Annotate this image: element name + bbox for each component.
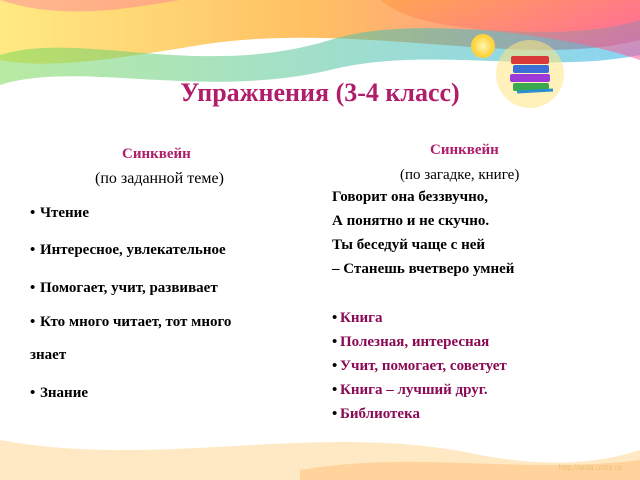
list-item-continuation: знает — [30, 347, 67, 363]
list-item: • Знание — [30, 385, 88, 402]
right-subtitle: Синквейн — [430, 142, 499, 158]
riddle-line: Говорит она беззвучно, — [332, 189, 488, 205]
list-item: • Учит, помогает, советует — [332, 358, 507, 382]
right-list — [332, 310, 507, 430]
watermark: http://aida.ucoz.ru — [558, 463, 622, 472]
left-description: (по заданной теме) — [95, 170, 224, 187]
list-item: • Чтение — [30, 205, 89, 222]
riddle-text — [332, 189, 514, 285]
list-item: • Интересное, увлекательное — [30, 242, 226, 259]
list-item: • Книга — [332, 310, 507, 334]
page-title: Упражнения (3-4 класс) — [180, 78, 460, 107]
list-item: • Книга – лучший друг. — [332, 382, 507, 406]
list-item: • Кто много читает, тот много — [30, 314, 231, 331]
right-description: (по загадке, книге) — [400, 167, 520, 183]
riddle-line: – Станешь вчетверо умней — [332, 261, 515, 277]
left-subtitle: Синквейн — [122, 146, 191, 162]
riddle-line: Ты беседуй чаще с ней — [332, 237, 486, 253]
riddle-line: А понятно и не скучно. — [332, 213, 490, 229]
list-item: • Помогает, учит, развивает — [30, 280, 218, 297]
list-item: • Библиотека — [332, 406, 507, 430]
list-item: • Полезная, интересная — [332, 334, 507, 358]
